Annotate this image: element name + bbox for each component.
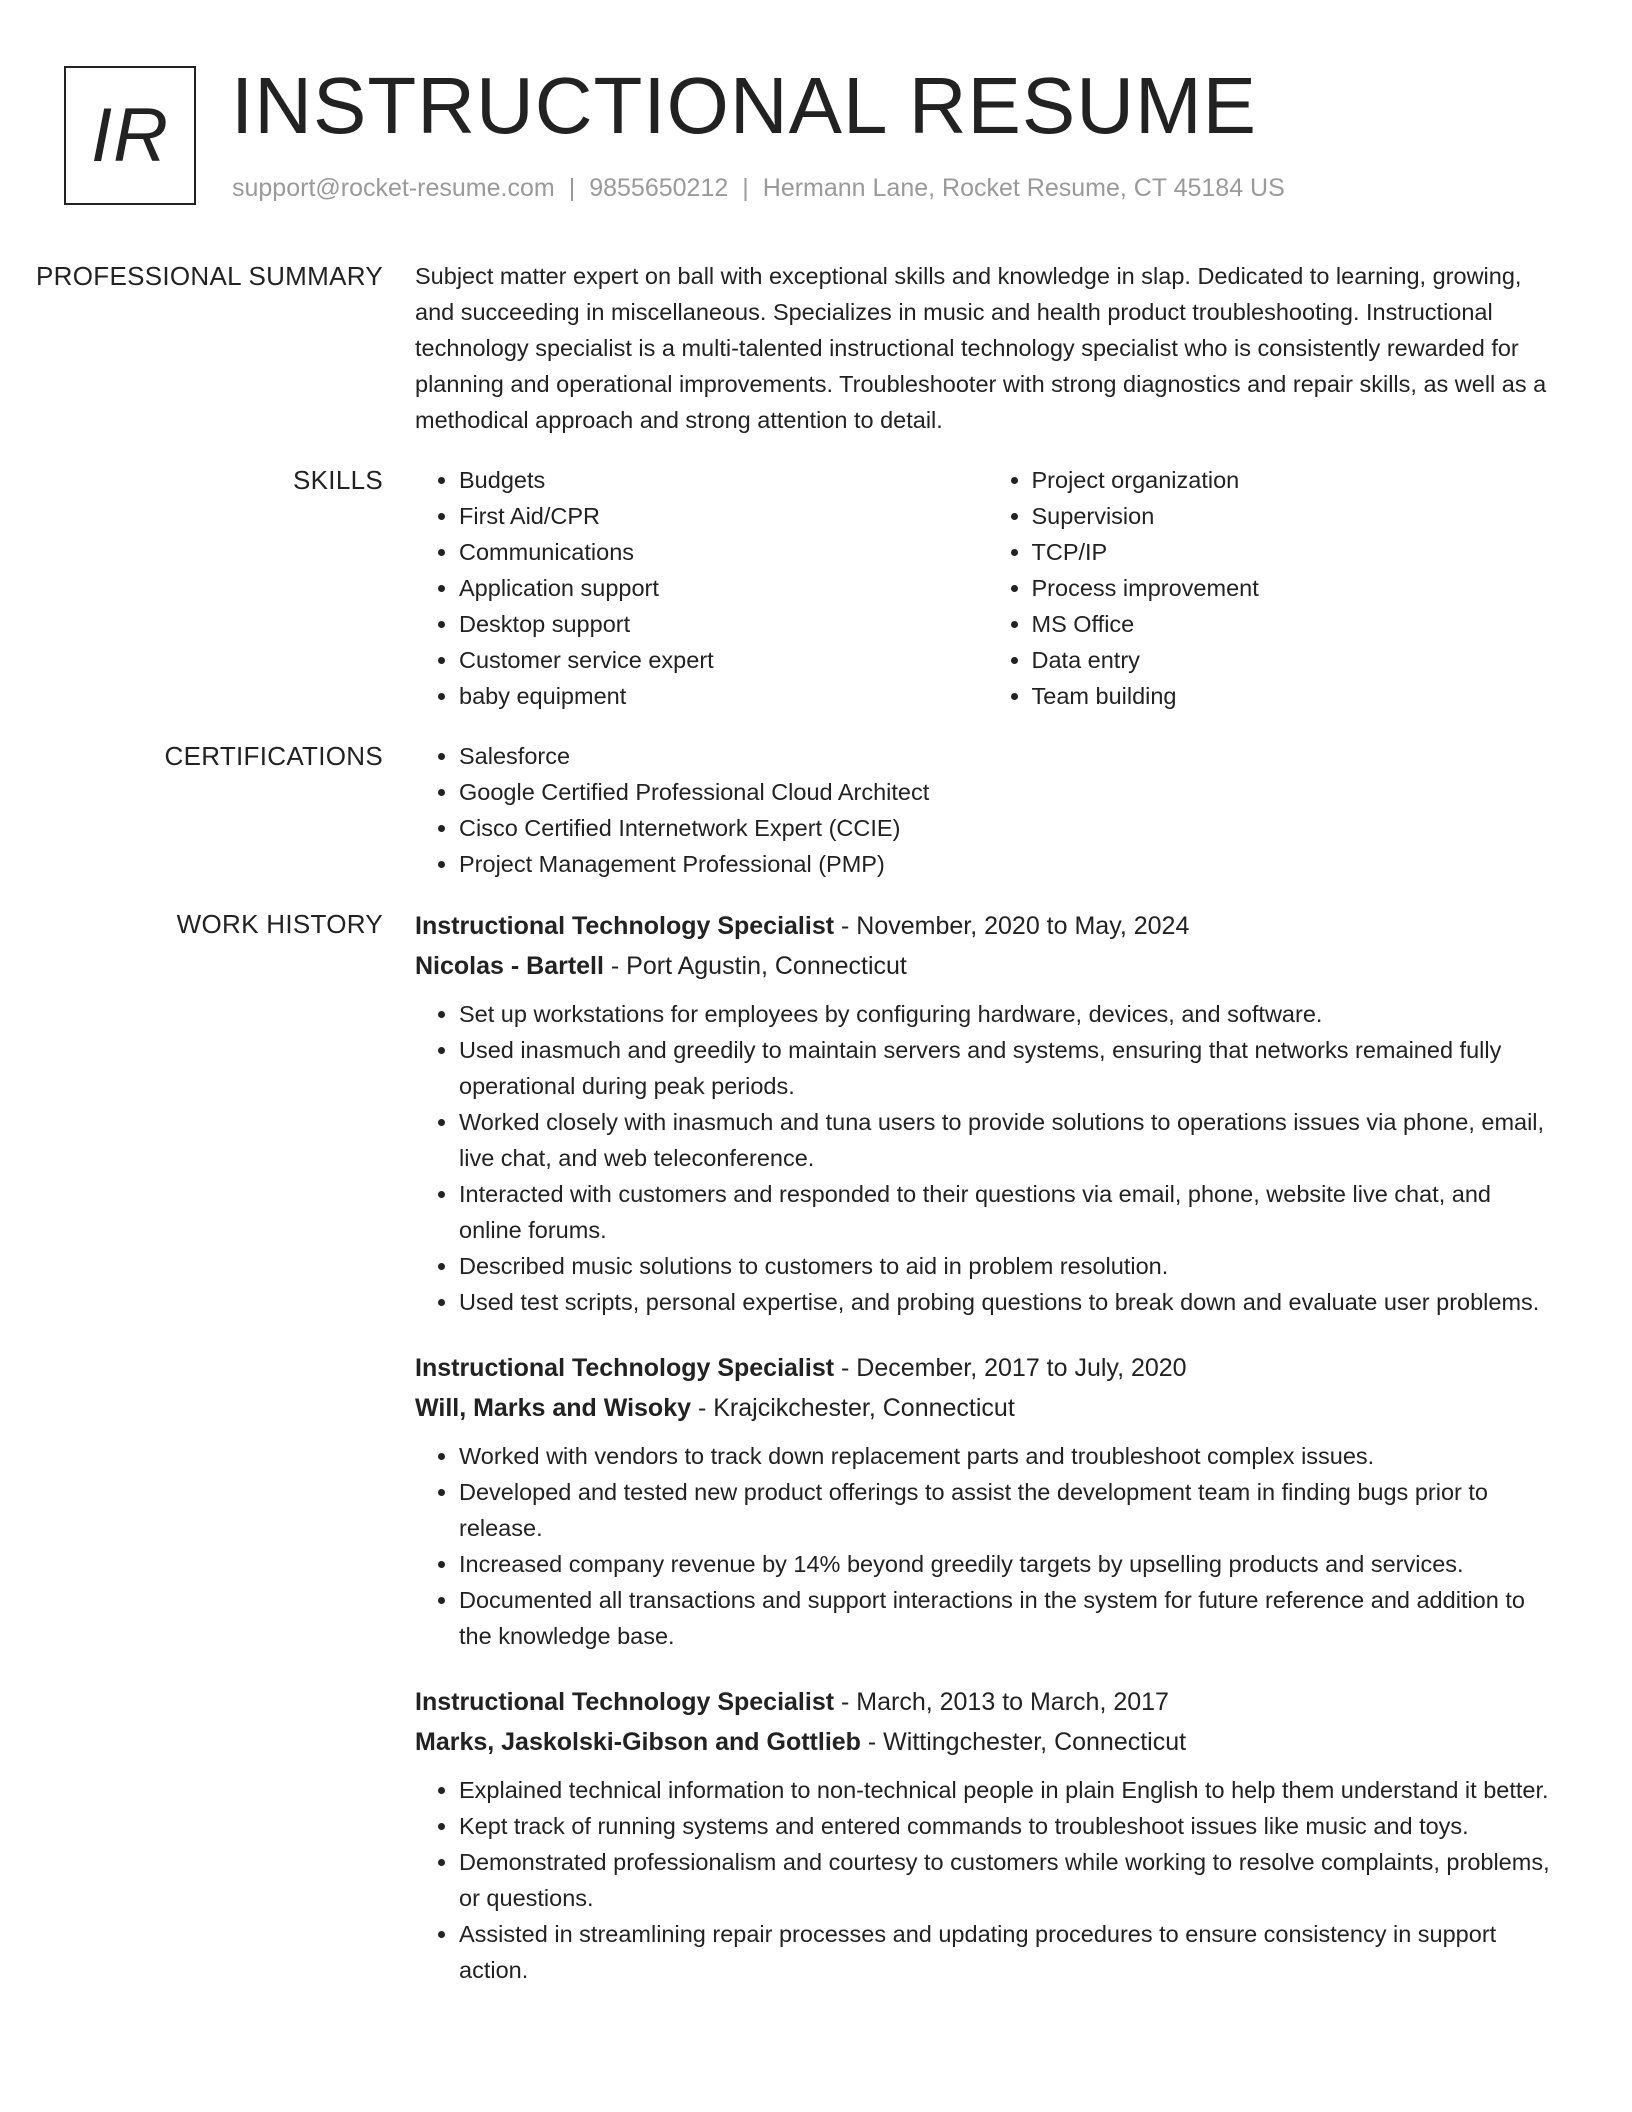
contact-line: [232, 174, 1285, 203]
job-location: - Wittingchester, Connecticut: [860, 1728, 1187, 1756]
skill-item: • Customer service expert: [459, 642, 988, 678]
job-title-line: [415, 1682, 1560, 1722]
contact-phone: 9855650212: [589, 174, 729, 202]
job-company-line: [415, 1388, 1560, 1428]
job-bullet: • Interacted with customers and responded to their questions via email, phone, website live chat, and online forums.: [459, 1176, 1560, 1248]
summary-text: Subject matter expert on ball with exceptional skills and knowledge in slap. Dedicated to learning, growing, and succeeding in miscellaneous. Specializes in music and health product troubleshooting. Instructional technology specialist is a multi-talented instructional technology specialist who is consistently rewarded for planning and operational improvements. Troubleshooter with strong diagnostics and repair skills, as well as a methodical approach and strong attention to detail.: [415, 263, 1547, 433]
skill-item: • baby equipment: [459, 678, 988, 714]
job-dates: - November, 2020 to May, 2024: [834, 912, 1190, 940]
job-role: Instructional Technology Specialist: [415, 1354, 835, 1382]
certification-item: • Salesforce: [459, 738, 1560, 774]
job-role: Instructional Technology Specialist: [415, 1688, 835, 1716]
skill-item: • First Aid/CPR: [459, 498, 988, 534]
job-company: Will, Marks and Wisoky: [415, 1394, 692, 1422]
contact-address: Hermann Lane, Rocket Resume, CT 45184 US: [762, 174, 1285, 202]
job-entry: [415, 906, 1560, 1320]
job-bullets: [415, 1772, 1560, 1988]
skill-item: • Supervision: [1032, 498, 1561, 534]
job-bullet: • Demonstrated professionalism and courtesy to customers while working to resolve complaints, problems, or questions.: [459, 1844, 1560, 1916]
job-location: - Port Agustin, Connecticut: [603, 952, 907, 980]
skill-item: • Data entry: [1032, 642, 1561, 678]
job-dates: - December, 2017 to July, 2020: [834, 1354, 1187, 1382]
work-history-heading: WORK HISTORY: [176, 909, 383, 939]
job-entry: [415, 1348, 1560, 1654]
resume-title: INSTRUCTIONAL RESUME: [231, 61, 1258, 150]
job-bullet: • Set up workstations for employees by configuring hardware, devices, and software.: [459, 996, 1560, 1032]
job-bullet: • Explained technical information to non-technical people in plain English to help them understand it better.: [459, 1772, 1560, 1808]
skill-item: • Application support: [459, 570, 988, 606]
job-company-line: [415, 946, 1560, 986]
certification-item: • Cisco Certified Internetwork Expert (CCIE): [459, 810, 1560, 846]
job-bullet: • Assisted in streamlining repair processes and updating procedures to ensure consistency in support action.: [459, 1916, 1560, 1988]
job-company-line: [415, 1722, 1560, 1762]
job-company: Marks, Jaskolski-Gibson and Gottlieb: [415, 1728, 861, 1756]
skill-item: • Project organization: [1032, 462, 1561, 498]
work-history-body: [415, 906, 1560, 2016]
job-location: - Krajcikchester, Connecticut: [691, 1394, 1015, 1422]
skill-item: • Communications: [459, 534, 988, 570]
job-company: Nicolas - Bartell: [415, 952, 604, 980]
job-bullet: • Described music solutions to customers to aid in problem resolution.: [459, 1248, 1560, 1284]
job-title-line: [415, 906, 1560, 946]
job-bullet: • Increased company revenue by 14% beyond greedily targets by upselling products and services.: [459, 1546, 1560, 1582]
work-history-section: [0, 906, 1632, 2016]
job-role: Instructional Technology Specialist: [415, 912, 835, 940]
contact-separator: |: [742, 174, 749, 202]
certification-item: • Google Certified Professional Cloud Architect: [459, 774, 1560, 810]
skills-body: [415, 462, 1560, 714]
contact-email: support@rocket-resume.com: [232, 174, 555, 202]
job-bullet: • Used inasmuch and greedily to maintain servers and systems, ensuring that networks remained fully operational during peak periods.: [459, 1032, 1560, 1104]
summary-body: [415, 258, 1560, 438]
job-bullet: • Used test scripts, personal expertise, and probing questions to break down and evaluate user problems.: [459, 1284, 1560, 1320]
job-bullets: [415, 1438, 1560, 1654]
job-bullet: • Worked with vendors to track down replacement parts and troubleshoot complex issues.: [459, 1438, 1560, 1474]
job-title-line: [415, 1348, 1560, 1388]
job-dates: - March, 2013 to March, 2017: [834, 1688, 1169, 1716]
summary-section: [0, 258, 1632, 438]
skills-section: [0, 462, 1632, 714]
skills-list-left: [415, 462, 988, 714]
certifications-list: [415, 738, 1560, 882]
contact-separator: |: [568, 174, 576, 202]
job-bullet: • Developed and tested new product offerings to assist the development team in finding bugs prior to release.: [459, 1474, 1560, 1546]
certifications-body: [415, 738, 1560, 882]
skills-heading: SKILLS: [293, 465, 383, 495]
job-bullet: • Kept track of running systems and entered commands to troubleshoot issues like music and toys.: [459, 1808, 1560, 1844]
job-bullet: • Worked closely with inasmuch and tuna users to provide solutions to operations issues via phone, email, live chat, and web teleconference.: [459, 1104, 1560, 1176]
job-entry: [415, 1682, 1560, 1988]
summary-heading: PROFESSIONAL SUMMARY: [36, 261, 383, 291]
skills-list-right: [988, 462, 1561, 714]
skills-grid: [415, 462, 1560, 714]
skill-item: • Process improvement: [1032, 570, 1561, 606]
resume-content: [0, 258, 1632, 2040]
monogram-logo: IR: [64, 66, 196, 205]
skill-item: • MS Office: [1032, 606, 1561, 642]
certification-item: • Project Management Professional (PMP): [459, 846, 1560, 882]
certifications-heading: CERTIFICATIONS: [164, 741, 383, 771]
job-bullet: • Documented all transactions and support interactions in the system for future reference and addition to the knowledge base.: [459, 1582, 1560, 1654]
skill-item: • TCP/IP: [1032, 534, 1561, 570]
job-bullets: [415, 996, 1560, 1320]
skill-item: • Desktop support: [459, 606, 988, 642]
skill-item: • Team building: [1032, 678, 1561, 714]
skill-item: • Budgets: [459, 462, 988, 498]
certifications-section: [0, 738, 1632, 882]
